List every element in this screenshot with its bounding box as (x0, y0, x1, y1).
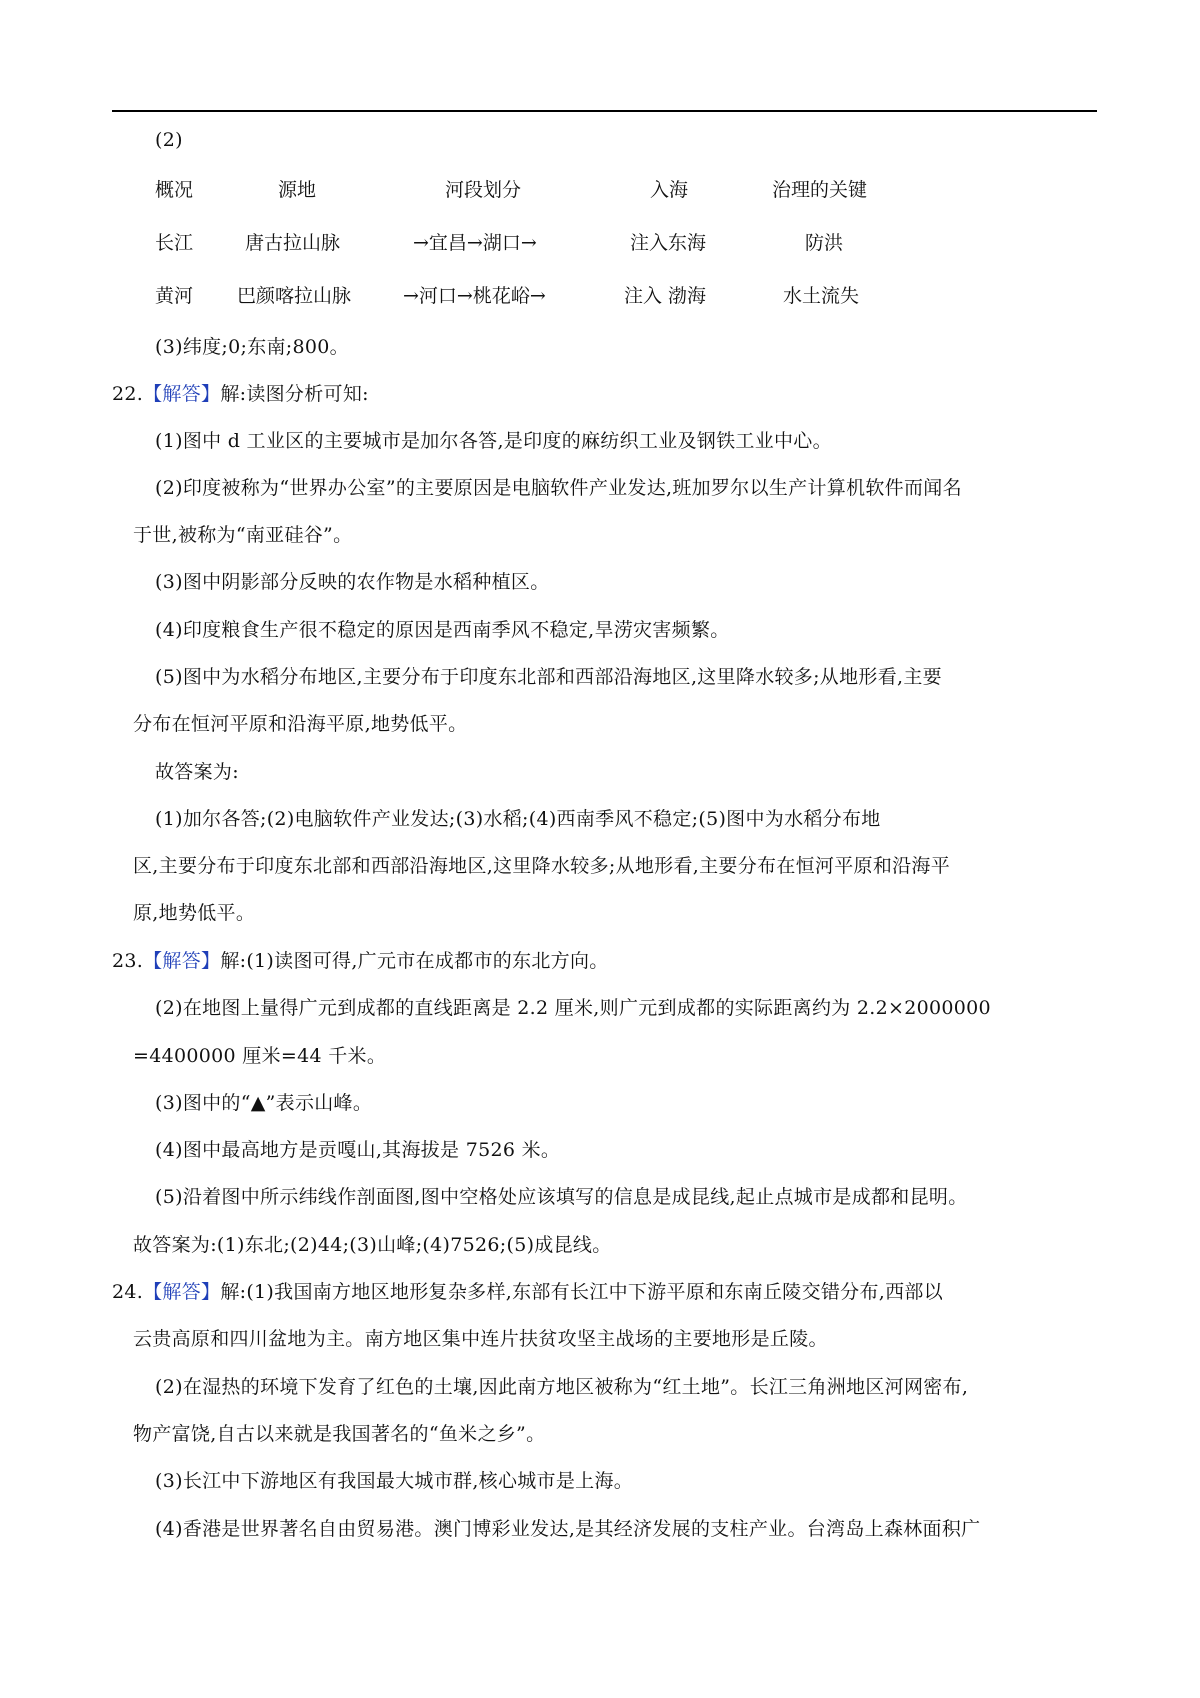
table-cell: 注入 渤海 (624, 285, 707, 307)
q24-header (112, 1279, 943, 1305)
table-cell: 长江 (155, 232, 194, 254)
table-header-cell: 治理的关键 (772, 179, 868, 201)
q22-p3: (3)图中阴影部分反映的农作物是水稻种植区。 (155, 571, 550, 593)
q22-answer-b: 区,主要分布于印度东北部和西部沿海地区,这里降水较多;从地形看,主要分布在恒河平原和沿海平 (133, 855, 951, 877)
q23-p5: (5)沿着图中所示纬线作剖面图,图中空格处应该填写的信息是成昆线,起止点城市是成都和昆明。 (155, 1186, 968, 1208)
q23-p2b: =4400000 厘米=44 千米。 (133, 1045, 387, 1067)
q24-p3: (3)长江中下游地区有我国最大城市群,核心城市是上海。 (155, 1470, 634, 1492)
q22-p2a: (2)印度被称为“世界办公室”的主要原因是电脑软件产业发达,班加罗尔以生产计算机软件而闻名 (155, 477, 962, 499)
q23-p4: (4)图中最高地方是贡嘎山,其海拔是 7526 米。 (155, 1139, 561, 1161)
q23-answer: 故答案为:(1)东北;(2)44;(3)山峰;(4)7526;(5)成昆线。 (133, 1234, 612, 1256)
q23-p3: (3)图中的“▲”表示山峰。 (155, 1092, 373, 1114)
q24-p4: (4)香港是世界著名自由贸易港。澳门博彩业发达,是其经济发展的支柱产业。台湾岛上森林面积广 (155, 1518, 981, 1540)
answer-tag: 【解答】 (143, 950, 221, 972)
table-header-cell: 源地 (278, 179, 317, 201)
q21-part2-label: (2) (155, 129, 183, 151)
q24-p2b: 物产富饶,自古以来就是我国著名的“鱼米之乡”。 (133, 1423, 546, 1445)
table-cell: →河口→桃花峪→ (403, 285, 546, 307)
question-intro: 解:读图分析可知: (220, 383, 369, 405)
table-header-cell: 河段划分 (445, 179, 522, 201)
q22-answer-c: 原,地势低平。 (133, 902, 256, 924)
table-cell: 水土流失 (783, 285, 860, 307)
q22-answer-label: 故答案为: (155, 761, 239, 783)
table-cell: 巴颜喀拉山脉 (237, 285, 352, 307)
question-intro: 解:(1)读图可得,广元市在成都市的东北方向。 (220, 950, 609, 972)
question-number: 23. (112, 950, 144, 972)
q23-header (112, 948, 609, 974)
table-header-cell: 入海 (650, 179, 689, 201)
question-intro: 解:(1)我国南方地区地形复杂多样,东部有长江中下游平原和东南丘陵交错分布,西部以 (220, 1281, 944, 1303)
table-cell: 防洪 (805, 232, 844, 254)
q22-header (112, 381, 369, 407)
q23-p2a: (2)在地图上量得广元到成都的直线距离是 2.2 厘米,则广元到成都的实际距离约为 2.2×2000000 (155, 997, 991, 1019)
q22-p2b: 于世,被称为“南亚硅谷”。 (133, 524, 353, 546)
table-header-cell: 概况 (155, 179, 194, 201)
table-cell: 注入东海 (630, 232, 707, 254)
q24-p1b: 云贵高原和四川盆地为主。南方地区集中连片扶贫攻坚主战场的主要地形是丘陵。 (133, 1328, 828, 1350)
answer-tag: 【解答】 (143, 1281, 221, 1303)
answer-tag: 【解答】 (143, 383, 221, 405)
q22-p4: (4)印度粮食生产很不稳定的原因是西南季风不稳定,旱涝灾害频繁。 (155, 619, 730, 641)
header-rule (112, 110, 1097, 112)
q21-part3: (3)纬度;0;东南;800。 (155, 336, 349, 358)
q22-p5a: (5)图中为水稻分布地区,主要分布于印度东北部和西部沿海地区,这里降水较多;从地形看,主要 (155, 666, 942, 688)
question-number: 22. (112, 383, 144, 405)
q22-p1: (1)图中 d 工业区的主要城市是加尔各答,是印度的麻纺织工业及钢铁工业中心。 (155, 430, 832, 452)
q22-p5b: 分布在恒河平原和沿海平原,地势低平。 (133, 713, 468, 735)
table-cell: 唐古拉山脉 (245, 232, 341, 254)
q22-answer-a: (1)加尔各答;(2)电脑软件产业发达;(3)水稻;(4)西南季风不稳定;(5)图中为水稻分布地 (155, 808, 881, 830)
q24-p2a: (2)在湿热的环境下发育了红色的土壤,因此南方地区被称为“红土地”。长江三角洲地区河网密布, (155, 1376, 969, 1398)
table-cell: →宜昌→湖口→ (413, 232, 537, 254)
question-number: 24. (112, 1281, 144, 1303)
table-cell: 黄河 (155, 285, 194, 307)
